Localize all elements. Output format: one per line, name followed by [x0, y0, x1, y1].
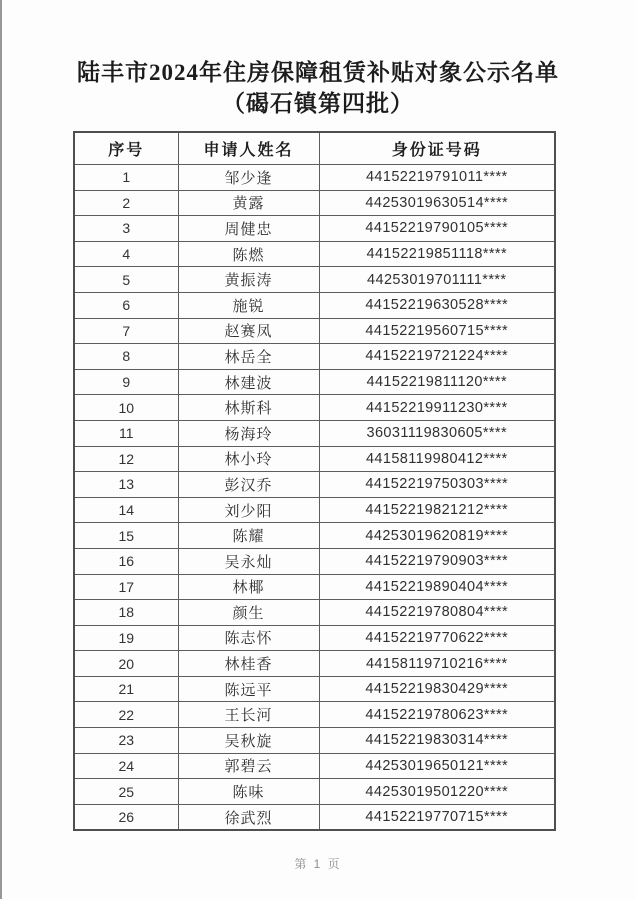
cell-name: 林小玲 [178, 446, 319, 472]
cell-seq: 24 [74, 753, 178, 779]
cell-name: 黄露 [178, 190, 319, 216]
table-body [74, 165, 555, 831]
cell-id: 44152219750303**** [319, 472, 555, 498]
table-row [74, 728, 555, 754]
page-title-line-2: （碣石镇第四批） [222, 91, 414, 116]
cell-id: 44152219890404**** [319, 574, 555, 600]
table-row [74, 472, 555, 498]
cell-name: 施锐 [178, 292, 319, 318]
header-cell-id: 身份证号码 [319, 132, 555, 165]
cell-id: 44152219770622**** [319, 625, 555, 651]
cell-seq: 1 [74, 165, 178, 191]
cell-seq: 21 [74, 676, 178, 702]
scan-edge-line [0, 0, 2, 899]
cell-name: 周健忠 [178, 216, 319, 242]
cell-name: 陈志怀 [178, 625, 319, 651]
table-row [74, 420, 555, 446]
cell-seq: 8 [74, 344, 178, 370]
cell-name: 黄振涛 [178, 267, 319, 293]
table-row [74, 804, 555, 830]
table-row [74, 216, 555, 242]
cell-name: 林岳全 [178, 344, 319, 370]
cell-id: 44152219770715**** [319, 804, 555, 830]
cell-name: 陈远平 [178, 676, 319, 702]
table-row [74, 600, 555, 626]
cell-name: 林建波 [178, 369, 319, 395]
cell-seq: 7 [74, 318, 178, 344]
cell-seq: 11 [74, 420, 178, 446]
cell-seq: 25 [74, 779, 178, 805]
cell-name: 郭碧云 [178, 753, 319, 779]
table-row [74, 625, 555, 651]
table-row [74, 548, 555, 574]
table-row [74, 753, 555, 779]
cell-name: 陈耀 [178, 523, 319, 549]
table-row [74, 702, 555, 728]
cell-seq: 2 [74, 190, 178, 216]
page-title-line-1: 陆丰市2024年住房保障租赁补贴对象公示名单 [77, 60, 559, 85]
cell-id: 44152219721224**** [319, 344, 555, 370]
header-cell-seq: 序号 [74, 132, 178, 165]
cell-id: 44152219851118**** [319, 241, 555, 267]
cell-id: 44152219830429**** [319, 676, 555, 702]
cell-id: 44253019650121**** [319, 753, 555, 779]
cell-name: 彭汉乔 [178, 472, 319, 498]
cell-name: 林斯科 [178, 395, 319, 421]
cell-id: 44253019630514**** [319, 190, 555, 216]
cell-id: 44152219911230**** [319, 395, 555, 421]
cell-seq: 6 [74, 292, 178, 318]
cell-id: 44253019701111**** [319, 267, 555, 293]
cell-name: 赵赛凤 [178, 318, 319, 344]
cell-id: 44152219791011**** [319, 165, 555, 191]
table-row [74, 241, 555, 267]
table-row [74, 165, 555, 191]
cell-name: 林椰 [178, 574, 319, 600]
cell-id: 44253019501220**** [319, 779, 555, 805]
table-row [74, 267, 555, 293]
cell-name: 林桂香 [178, 651, 319, 677]
table-row [74, 344, 555, 370]
cell-name: 颜生 [178, 600, 319, 626]
cell-seq: 16 [74, 548, 178, 574]
cell-name: 吴秋旋 [178, 728, 319, 754]
cell-seq: 3 [74, 216, 178, 242]
roster-table [73, 131, 556, 831]
table-row [74, 190, 555, 216]
cell-seq: 26 [74, 804, 178, 830]
cell-id: 44158119710216**** [319, 651, 555, 677]
cell-name: 杨海玲 [178, 420, 319, 446]
cell-id: 44152219821212**** [319, 497, 555, 523]
cell-id: 36031119830605**** [319, 420, 555, 446]
cell-seq: 5 [74, 267, 178, 293]
page-number-footer: 第 1 页 [294, 857, 342, 871]
cell-id: 44158119980412**** [319, 446, 555, 472]
page-title [0, 57, 636, 119]
cell-id: 44152219560715**** [319, 318, 555, 344]
cell-seq: 17 [74, 574, 178, 600]
cell-seq: 19 [74, 625, 178, 651]
header-row [74, 132, 555, 165]
table-row [74, 676, 555, 702]
cell-id: 44152219790903**** [319, 548, 555, 574]
cell-name: 陈燃 [178, 241, 319, 267]
table-row [74, 779, 555, 805]
cell-seq: 13 [74, 472, 178, 498]
cell-seq: 14 [74, 497, 178, 523]
cell-seq: 20 [74, 651, 178, 677]
cell-id: 44152219780623**** [319, 702, 555, 728]
table-row [74, 292, 555, 318]
cell-id: 44152219790105**** [319, 216, 555, 242]
cell-name: 徐武烈 [178, 804, 319, 830]
cell-seq: 9 [74, 369, 178, 395]
cell-name: 邹少逢 [178, 165, 319, 191]
table-row [74, 523, 555, 549]
cell-seq: 23 [74, 728, 178, 754]
cell-seq: 4 [74, 241, 178, 267]
table-row [74, 369, 555, 395]
header-cell-name: 申请人姓名 [178, 132, 319, 165]
cell-seq: 18 [74, 600, 178, 626]
cell-id: 44152219830314**** [319, 728, 555, 754]
cell-seq: 10 [74, 395, 178, 421]
table-row [74, 318, 555, 344]
table-row [74, 446, 555, 472]
table-row [74, 651, 555, 677]
cell-name: 王长河 [178, 702, 319, 728]
cell-id: 44152219811120**** [319, 369, 555, 395]
cell-seq: 15 [74, 523, 178, 549]
cell-name: 陈味 [178, 779, 319, 805]
table-row [74, 497, 555, 523]
cell-id: 44152219630528**** [319, 292, 555, 318]
cell-id: 44152219780804**** [319, 600, 555, 626]
table-row [74, 395, 555, 421]
cell-id: 44253019620819**** [319, 523, 555, 549]
cell-name: 刘少阳 [178, 497, 319, 523]
cell-name: 吴永灿 [178, 548, 319, 574]
table-row [74, 574, 555, 600]
cell-seq: 12 [74, 446, 178, 472]
cell-seq: 22 [74, 702, 178, 728]
